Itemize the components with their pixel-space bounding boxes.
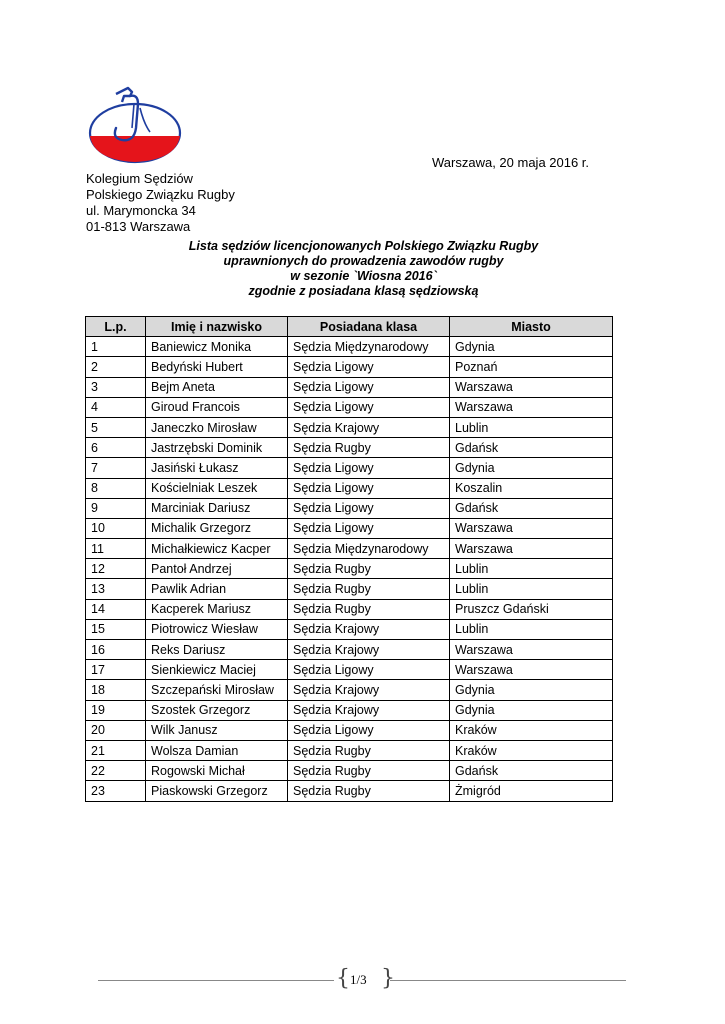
table-row [86,640,613,660]
cell-name: Rogowski Michał [146,761,288,781]
date-line: Warszawa, 20 maja 2016 r. [432,155,590,170]
cell-lp: 20 [86,720,146,740]
cell-city: Gdynia [450,458,613,478]
table-row [86,761,613,781]
header-city: Miasto [450,317,613,337]
cell-lp: 13 [86,579,146,599]
table-row [86,417,613,437]
cell-name: Wilk Janusz [146,720,288,740]
table-row [86,599,613,619]
cell-city: Pruszcz Gdański [450,599,613,619]
cell-name: Pantoł Andrzej [146,559,288,579]
table-header-row [86,317,613,337]
cell-class: Sędzia Ligowy [288,357,450,377]
cell-lp: 2 [86,357,146,377]
cell-class: Sędzia Rugby [288,781,450,801]
cell-lp: 17 [86,660,146,680]
cell-class: Sędzia Ligowy [288,720,450,740]
table-row [86,579,613,599]
address-line-1: Kolegium Sędziów [86,171,193,186]
cell-class: Sędzia Ligowy [288,518,450,538]
cell-lp: 4 [86,397,146,417]
table-row [86,539,613,559]
cell-city: Gdynia [450,337,613,357]
address-line-3: ul. Marymoncka 34 [86,203,196,218]
cell-lp: 22 [86,761,146,781]
cell-city: Lublin [450,559,613,579]
cell-lp: 3 [86,377,146,397]
cell-city: Kraków [450,720,613,740]
cell-class: Sędzia Ligowy [288,498,450,518]
cell-class: Sędzia Międzynarodowy [288,337,450,357]
cell-name: Pawlik Adrian [146,579,288,599]
cell-lp: 16 [86,640,146,660]
cell-city: Lublin [450,579,613,599]
cell-lp: 23 [86,781,146,801]
cell-class: Sędzia Rugby [288,761,450,781]
cell-name: Szostek Grzegorz [146,700,288,720]
title-line-3: w sezonie `Wiosna 2016` [290,269,437,283]
cell-lp: 15 [86,619,146,639]
cell-city: Żmigród [450,781,613,801]
footer-rule-left [98,980,334,981]
cell-class: Sędzia Krajowy [288,680,450,700]
cell-lp: 6 [86,438,146,458]
table-row [86,337,613,357]
cell-name: Bedyński Hubert [146,357,288,377]
header-lp: L.p. [86,317,146,337]
rugby-union-logo-icon [86,84,184,164]
cell-class: Sędzia Międzynarodowy [288,539,450,559]
cell-lp: 9 [86,498,146,518]
header-name: Imię i nazwisko [146,317,288,337]
header-class: Posiadana klasa [288,317,450,337]
cell-lp: 7 [86,458,146,478]
table-row [86,720,613,740]
cell-city: Warszawa [450,518,613,538]
cell-class: Sędzia Rugby [288,438,450,458]
cell-class: Sędzia Rugby [288,579,450,599]
title-line-2: uprawnionych do prowadzenia zawodów rugby [223,254,504,268]
page-number: 1/3 [350,972,367,987]
cell-lp: 1 [86,337,146,357]
cell-class: Sędzia Krajowy [288,417,450,437]
address-line-2: Polskiego Związku Rugby [86,187,235,202]
cell-class: Sędzia Ligowy [288,660,450,680]
table-body [86,337,613,801]
cell-name: Michałkiewicz Kacper [146,539,288,559]
cell-city: Kraków [450,740,613,760]
cell-lp: 14 [86,599,146,619]
table-row [86,700,613,720]
cell-lp: 18 [86,680,146,700]
table-row [86,518,613,538]
cell-city: Warszawa [450,660,613,680]
table-row [86,680,613,700]
cell-name: Giroud Francois [146,397,288,417]
table-row [86,619,613,639]
cell-name: Michalik Grzegorz [146,518,288,538]
cell-name: Bejm Aneta [146,377,288,397]
cell-name: Piotrowicz Wiesław [146,619,288,639]
cell-name: Marciniak Dariusz [146,498,288,518]
table-row [86,498,613,518]
cell-lp: 8 [86,478,146,498]
cell-class: Sędzia Rugby [288,559,450,579]
table-row [86,397,613,417]
page-footer [98,966,626,996]
cell-city: Gdańsk [450,761,613,781]
cell-city: Gdańsk [450,498,613,518]
table-row [86,559,613,579]
sender-address [86,171,235,235]
right-bracket-icon: } [381,966,395,991]
cell-city: Warszawa [450,539,613,559]
cell-city: Lublin [450,619,613,639]
cell-class: Sędzia Ligowy [288,377,450,397]
title-line-1: Lista sędziów licencjonowanych Polskiego Związku Rugby [188,239,539,253]
cell-class: Sędzia Ligowy [288,458,450,478]
cell-name: Sienkiewicz Maciej [146,660,288,680]
cell-city: Gdynia [450,700,613,720]
cell-city: Gdańsk [450,438,613,458]
table-row [86,740,613,760]
cell-lp: 12 [86,559,146,579]
cell-lp: 10 [86,518,146,538]
cell-class: Sędzia Rugby [288,740,450,760]
table-row [86,377,613,397]
cell-city: Warszawa [450,397,613,417]
address-line-4: 01-813 Warszawa [86,219,191,234]
cell-name: Kacperek Mariusz [146,599,288,619]
table-row [86,438,613,458]
table-row [86,357,613,377]
cell-name: Jasiński Łukasz [146,458,288,478]
cell-city: Warszawa [450,640,613,660]
cell-city: Gdynia [450,680,613,700]
cell-city: Warszawa [450,377,613,397]
footer-rule-right [390,980,626,981]
cell-city: Koszalin [450,478,613,498]
cell-lp: 19 [86,700,146,720]
cell-name: Janeczko Mirosław [146,417,288,437]
cell-city: Poznań [450,357,613,377]
cell-name: Wolsza Damian [146,740,288,760]
document-title [86,239,641,299]
cell-class: Sędzia Krajowy [288,700,450,720]
cell-city: Lublin [450,417,613,437]
table-row [86,458,613,478]
title-line-4: zgodnie z posiadana klasą sędziowską [248,284,479,298]
left-bracket-icon: { [336,966,350,991]
cell-class: Sędzia Ligowy [288,397,450,417]
referees-table [85,316,613,802]
cell-class: Sędzia Ligowy [288,478,450,498]
cell-name: Piaskowski Grzegorz [146,781,288,801]
cell-name: Baniewicz Monika [146,337,288,357]
cell-name: Reks Dariusz [146,640,288,660]
table-row [86,660,613,680]
cell-name: Kościelniak Leszek [146,478,288,498]
table-row [86,781,613,801]
cell-lp: 21 [86,740,146,760]
cell-class: Sędzia Krajowy [288,619,450,639]
cell-lp: 5 [86,417,146,437]
cell-name: Jastrzębski Dominik [146,438,288,458]
cell-name: Szczepański Mirosław [146,680,288,700]
cell-class: Sędzia Krajowy [288,640,450,660]
cell-class: Sędzia Rugby [288,599,450,619]
table-row [86,478,613,498]
cell-lp: 11 [86,539,146,559]
